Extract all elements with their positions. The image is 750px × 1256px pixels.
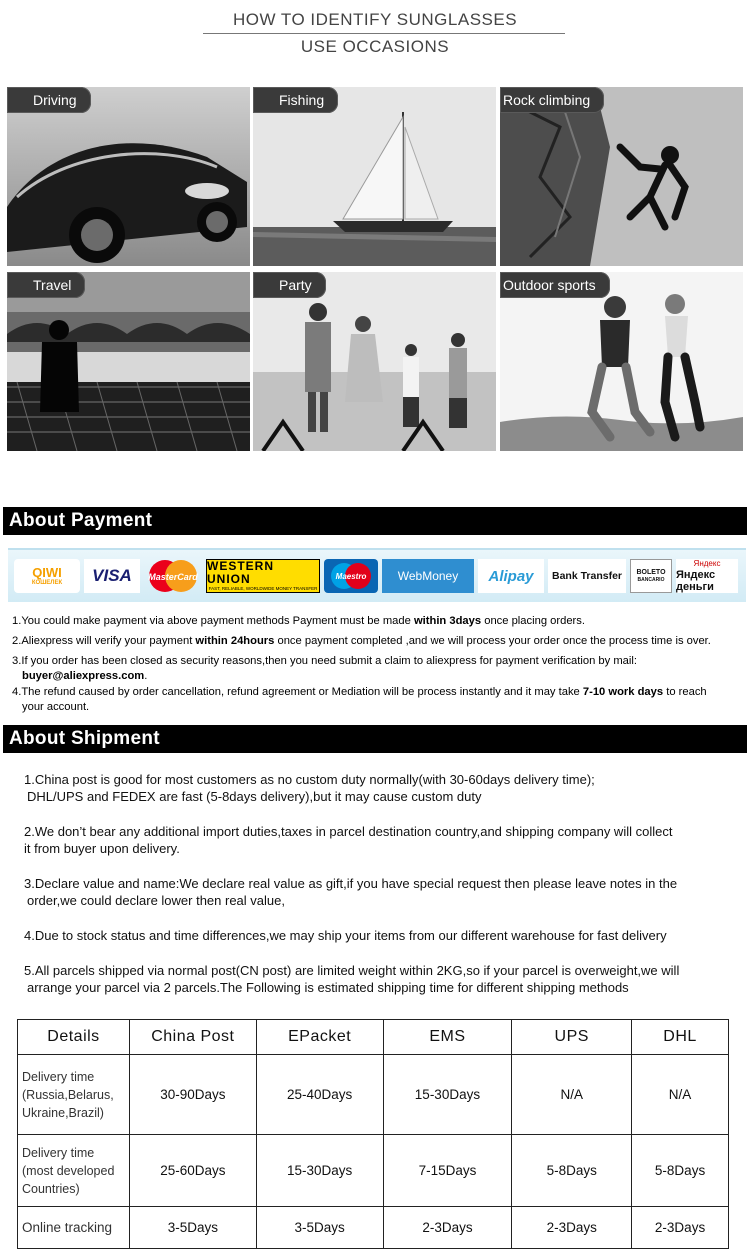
mastercard-logo: [142, 559, 204, 593]
yandex-money-logo: Яндекс Яндекс деньги: [676, 559, 738, 593]
table-header-cell: China Post: [129, 1020, 256, 1055]
payment-note-4: 4.The refund caused by order cancellation, refund agreement or Mediation will be process instantly and it may take 7-10 work days to reach your account.: [12, 686, 707, 713]
table-cell: 25-40Days: [256, 1055, 383, 1135]
table-header-cell: Details: [18, 1020, 130, 1055]
table-header-row: [18, 1020, 729, 1055]
occasion-label: Party: [253, 272, 326, 298]
payment-note-2: 2.Aliexpress will verify your payment within 24hours once payment completed ,and we will process your order once the process time is over.: [12, 635, 711, 647]
table-header-cell: DHL: [632, 1020, 729, 1055]
table-cell: 5-8Days: [632, 1135, 729, 1207]
bank-transfer-logo: Bank Transfer: [548, 559, 626, 593]
table-row: [18, 1207, 729, 1249]
header-divider: [203, 33, 565, 34]
table-header-cell: UPS: [512, 1020, 632, 1055]
page-header: [0, 0, 750, 80]
shipment-section-title: About Shipment: [3, 725, 747, 753]
table-cell: 2-3Days: [512, 1207, 632, 1249]
western-union-logo: WESTERN UNION FAST, RELIABLE, WORLDWIDE MONEY TRANSFER: [206, 559, 320, 593]
payment-section-title: About Payment: [3, 507, 747, 535]
maestro-logo: [324, 559, 378, 593]
row-label: Online tracking: [18, 1207, 130, 1249]
occasion-label: Fishing: [253, 87, 338, 113]
row-label: Delivery time (most developed Countries): [18, 1135, 130, 1207]
table-cell: 30-90Days: [129, 1055, 256, 1135]
table-cell: 7-15Days: [383, 1135, 512, 1207]
table-cell: 2-3Days: [383, 1207, 512, 1249]
boleto-logo: BOLETO BANCARIO: [630, 559, 672, 593]
shipment-note-5: 5.All parcels shipped via normal post(CN post) are limited weight within 2KG,so if your parcel is overweight,we will arrange your parcel via 2 parcels.The Following is estimated shipping time for different shipping methods: [24, 963, 680, 995]
table-header-cell: EPacket: [256, 1020, 383, 1055]
outdoor-sports-photo: [500, 272, 743, 451]
payment-note-1: 1.You could make payment via above payment methods Payment must be made within 3days once placing orders.: [12, 615, 585, 627]
header-title: HOW TO IDENTIFY SUNGLASSES: [232, 10, 518, 29]
occasion-tile-fishing: [253, 87, 496, 266]
payment-note-3: 3.If you order has been closed as security reasons,then you need submit a claim to aliexpress for payment verification by mail: buyer@aliexpress.com.: [12, 655, 637, 682]
table-cell: 15-30Days: [256, 1135, 383, 1207]
occasion-tile-outdoor-sports: [500, 272, 743, 451]
table-cell: 3-5Days: [129, 1207, 256, 1249]
occasion-tile-party: [253, 272, 496, 451]
table-row: [18, 1135, 729, 1207]
visa-logo: VISA: [84, 559, 140, 593]
rock-climbing-photo: [500, 87, 743, 266]
alipay-logo: Alipay: [478, 559, 544, 593]
occasion-label: Driving: [7, 87, 91, 113]
occasion-tile-travel: [7, 272, 250, 451]
occasion-label: Outdoor sports: [500, 272, 610, 298]
occasion-tile-rock-climbing: [500, 87, 743, 266]
table-cell: N/A: [632, 1055, 729, 1135]
header-subtitle: USE OCCASIONS: [300, 37, 450, 56]
occasion-label: Travel: [7, 272, 85, 298]
table-cell: 5-8Days: [512, 1135, 632, 1207]
table-cell: 25-60Days: [129, 1135, 256, 1207]
row-label: Delivery time (Russia,Belarus, Ukraine,Brazil): [18, 1055, 130, 1135]
shipping-time-table: [17, 1019, 729, 1249]
shipment-note-1: 1.China post is good for most customers as no custom duty normally(with 30-60days delivery time); DHL/UPS and FEDEX are fast (5-8days delivery),but it may cause custom duty: [24, 772, 595, 804]
qiwi-logo: QIWI КОШЕЛЕК: [14, 559, 80, 593]
shipment-note-4: 4.Due to stock status and time differences,we may ship your items from our different warehouse for fast delivery: [24, 928, 667, 943]
table-cell: N/A: [512, 1055, 632, 1135]
table-row: [18, 1055, 729, 1135]
webmoney-logo: WebMoney: [382, 559, 474, 593]
table-header-cell: EMS: [383, 1020, 512, 1055]
table-cell: 2-3Days: [632, 1207, 729, 1249]
table-cell: 3-5Days: [256, 1207, 383, 1249]
support-email[interactable]: buyer@aliexpress.com: [22, 670, 145, 682]
payment-logos-strip: [8, 548, 746, 602]
fishing-photo: [253, 87, 496, 266]
shipment-note-3: 3.Declare value and name:We declare real value as gift,if you have special request then please leave notes in the order,we could declare lower then real value,: [24, 876, 678, 908]
svg-text:Maestro: Maestro: [335, 572, 367, 581]
table-cell: 15-30Days: [383, 1055, 512, 1135]
shipment-note-2: 2.We don’t bear any additional import duties,taxes in parcel destination country,and shipping company will collect it from buyer upon delivery.: [24, 824, 673, 856]
occasion-tile-driving: [7, 87, 250, 266]
party-photo: [253, 272, 496, 451]
travel-photo: [7, 272, 250, 451]
occasion-label: Rock climbing: [500, 87, 604, 113]
driving-photo: [7, 87, 250, 266]
svg-text:MasterCard: MasterCard: [148, 572, 198, 582]
